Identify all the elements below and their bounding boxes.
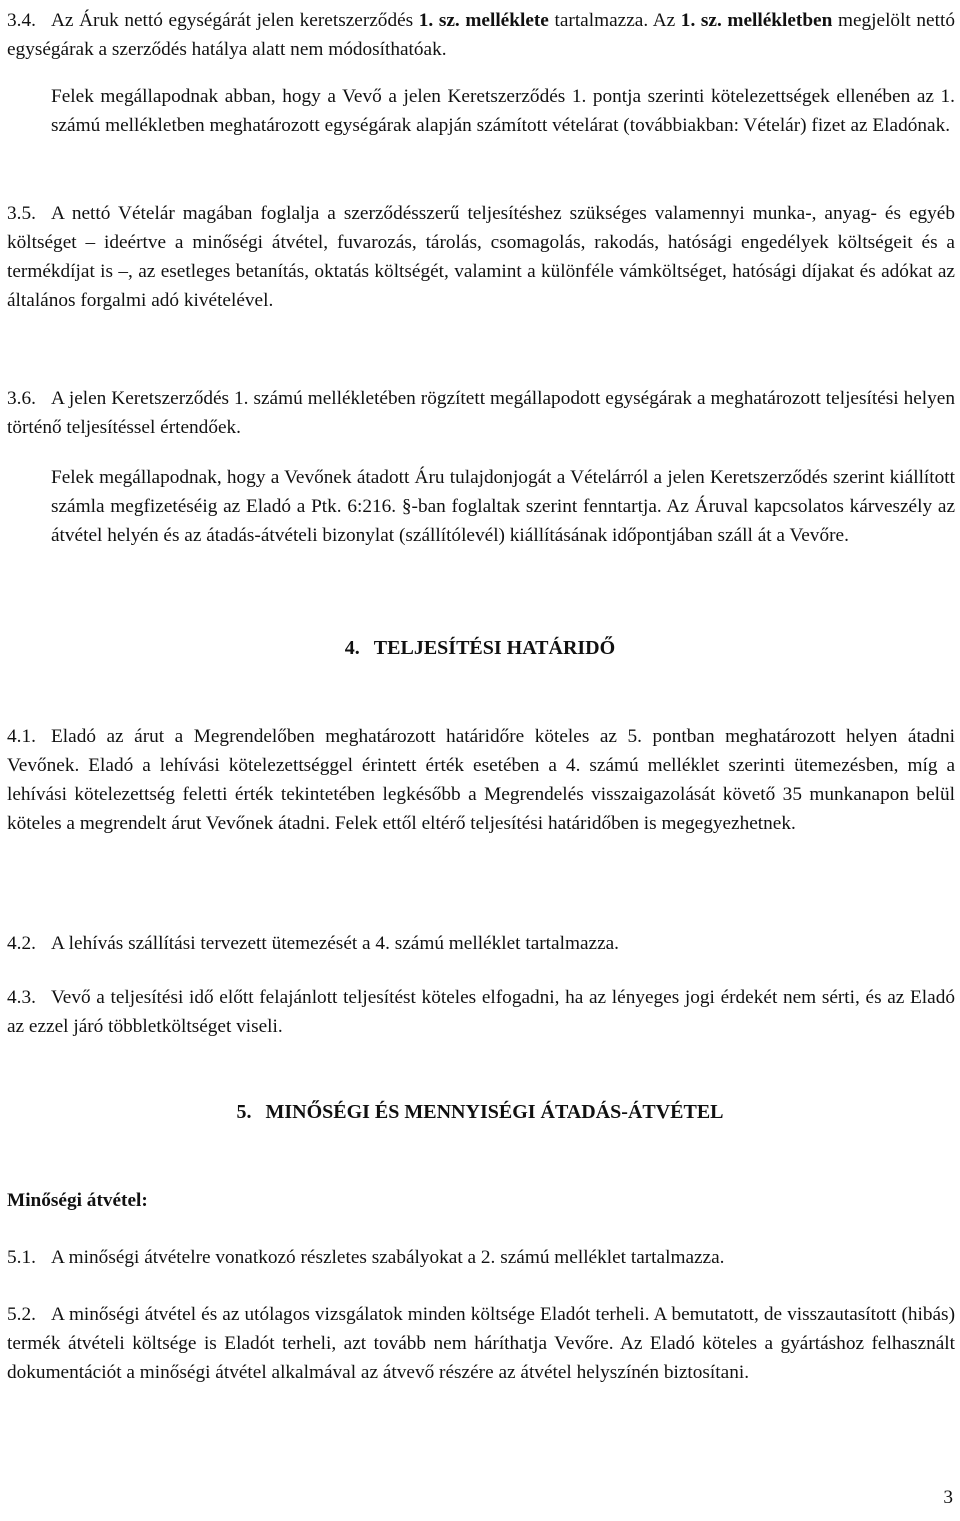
section-number: 5.2.	[7, 1304, 36, 1325]
paragraph-text: Eladó az árut a Megrendelőben meghatározott határidőre köteles az 5. pontban meghatározott helyen átadni Vevőnek. Eladó a lehívási kötelezettséggel érintett érték esetében a 4. számú melléklet szerinti ütemezésben, míg a lehívási kötelezettség feletti érték tekintetében legkésőbb a Megrendelés visszaigazolását követő 35 munkanapon belül köteles a megrendelt árut Vevőnek átadni. Felek ettől eltérő teljesítési határidőben is megegyezhetnek.	[7, 726, 955, 834]
paragraph-text: A minőségi átvételre vonatkozó részletes szabályokat a 2. számú melléklet tartalmazza.	[51, 1247, 725, 1268]
paragraph-4-1	[7, 722, 955, 838]
text-segment: megjelölt nettó egységárak a szerződés hatálya alatt nem módosíthatóak.	[7, 10, 955, 60]
heading-title: MINŐSÉGI ÉS MENNYISÉGI ÁTADÁS-ÁTVÉTEL	[265, 1101, 724, 1123]
section-number: 4.2.	[7, 933, 36, 954]
section-heading-4	[0, 634, 960, 663]
paragraph-3-6-continued: Felek megállapodnak, hogy a Vevőnek átadott Áru tulajdonjogát a Vételárról a jelen Keretszerződés szerint kiállított számla megfizetéséig az Eladó a Ptk. 6:216. §-ban foglaltak szerint fenntartja. Az Áruval kapcsolatos kárveszély az átvétel helyén és az átadás-átvételi bizonylat (szállítólevél) kiállításának időpontjában száll át a Vevőre.	[51, 467, 955, 546]
page-number: 3	[943, 1487, 953, 1508]
section-number: 5.1.	[7, 1247, 36, 1268]
paragraph-4-3	[7, 983, 955, 1041]
paragraph-text: A jelen Keretszerződés 1. számú mellékletében rögzített megállapodott egységárak a meghatározott teljesítési helyen történő teljesítéssel értendőek.	[7, 388, 955, 438]
bold-reference: 1. sz. mellékletben	[680, 10, 833, 31]
section-number: 4.1.	[7, 726, 36, 747]
text-segment: Az Áruk nettó egységárát jelen keretszerződés	[51, 10, 419, 31]
bold-reference: 1. sz. melléklete	[418, 10, 549, 31]
paragraph-3-4	[7, 6, 955, 64]
paragraph-text: A lehívás szállítási tervezett ütemezését a 4. számú melléklet tartalmazza.	[51, 933, 620, 954]
section-number: 3.6.	[7, 388, 36, 409]
paragraph-text: A minőségi átvétel és az utólagos vizsgálatok minden költsége Eladót terheli. A bemutatott, de visszautasított (hibás) termék átvételi költsége is Eladót terheli, azt tovább nem háríthatja Vevőre. Az Eladó köteles a gyártáshoz felhasznált dokumentációt a minőségi átvétel alkalmával az átvevő részére az átvétel helyszínén biztosítani.	[7, 1304, 955, 1383]
section-number: 4.3.	[7, 987, 36, 1008]
heading-number: 5.	[236, 1101, 252, 1123]
paragraph-5-2	[7, 1300, 955, 1387]
subheading-quality-acceptance: Minőségi átvétel:	[7, 1190, 148, 1211]
paragraph-3-4-continued: Felek megállapodnak abban, hogy a Vevő a jelen Keretszerződés 1. pontja szerinti kötelezettségek ellenében az 1. számú mellékletben meghatározott egységárak alapján számított vételárat (továbbiakban: Vételár) fizet az Eladónak.	[51, 86, 955, 136]
text-segment: tartalmazza. Az	[548, 10, 681, 31]
paragraph-text: Vevő a teljesítési idő előtt felajánlott teljesítést köteles elfogadni, ha az lényeges jogi érdekét nem sérti, és az Eladó az ezzel járó többletköltséget viseli.	[7, 987, 955, 1037]
paragraph-5-1	[7, 1243, 955, 1272]
section-number: 3.4.	[7, 10, 36, 31]
paragraph-text: A nettó Vételár magában foglalja a szerződésszerű teljesítéshez szükséges valamennyi munka-, anyag- és egyéb költséget – ideértve a minőségi átvétel, fuvarozás, tárolás, csomagolás, rakodás, hatósági engedélyek költségeit és a termékdíjat is –, az esetleges betanítás, oktatás költségét, valamint a különféle vámköltséget, hatósági díjakat és adókat az általános forgalmi adó kivételével.	[7, 203, 955, 311]
paragraph-3-6	[7, 384, 955, 442]
paragraph-4-2	[7, 929, 955, 958]
paragraph-3-5	[7, 199, 955, 315]
heading-title: TELJESÍTÉSI HATÁRIDŐ	[373, 637, 616, 659]
heading-number: 4.	[344, 637, 360, 659]
section-heading-5	[0, 1098, 960, 1127]
section-number: 3.5.	[7, 203, 36, 224]
